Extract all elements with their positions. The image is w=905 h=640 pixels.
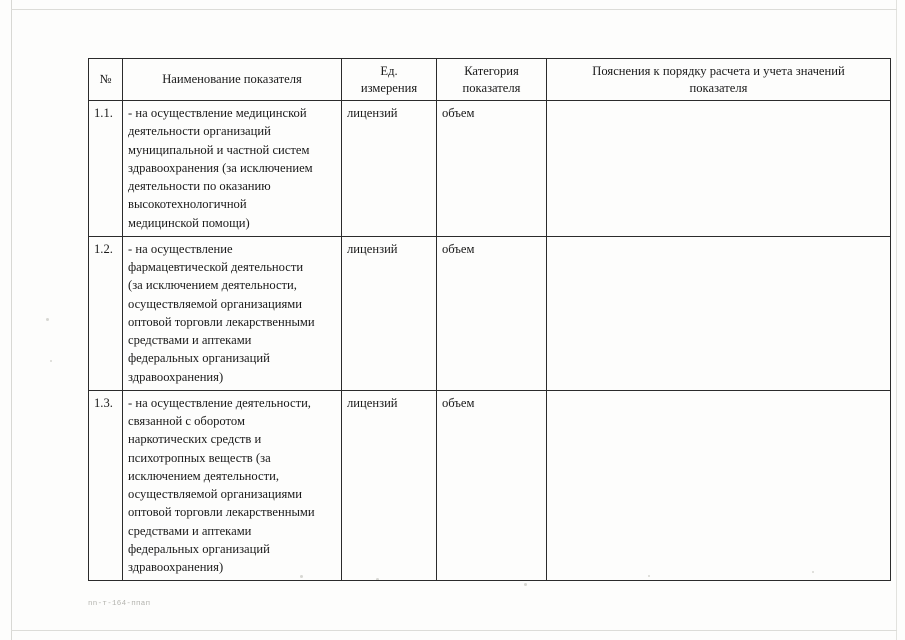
header-unit-line1: Ед. bbox=[380, 64, 398, 78]
row-category: объем bbox=[437, 236, 547, 390]
row-explanation bbox=[547, 101, 891, 237]
table-header-row bbox=[89, 59, 891, 101]
name-line: здравоохранения) bbox=[128, 369, 224, 384]
scan-edge-top bbox=[11, 9, 897, 10]
row-category: объем bbox=[437, 390, 547, 581]
header-category-line1: Категория bbox=[464, 64, 519, 78]
row-explanation bbox=[547, 236, 891, 390]
row-category: объем bbox=[437, 101, 547, 237]
scan-edge-right bbox=[896, 0, 897, 640]
name-line: связанной с оборотом bbox=[128, 414, 245, 429]
header-indicator-name: Наименование показателя bbox=[123, 59, 342, 101]
name-line: оптовой торговли лекарственными bbox=[128, 314, 315, 329]
name-line: - на осуществление bbox=[128, 241, 233, 256]
scan-speck bbox=[50, 360, 52, 362]
name-line: муниципальной и частной систем bbox=[128, 142, 310, 157]
row-number: 1.2. bbox=[89, 236, 123, 390]
name-line: здравоохранения) bbox=[128, 560, 224, 575]
row-indicator-name bbox=[123, 236, 342, 390]
name-line: оптовой торговли лекарственными bbox=[128, 505, 315, 520]
row-indicator-name bbox=[123, 101, 342, 237]
name-line: исключением деятельности, bbox=[128, 468, 280, 483]
name-line: (за исключением деятельности, bbox=[128, 278, 297, 293]
header-explanation-line1: Пояснения к порядку расчета и учета значений bbox=[592, 64, 845, 78]
table-row bbox=[89, 236, 891, 390]
row-explanation bbox=[547, 390, 891, 581]
row-number: 1.3. bbox=[89, 390, 123, 581]
name-line: федеральных организаций bbox=[128, 351, 270, 366]
name-line: - на осуществление деятельности, bbox=[128, 395, 311, 410]
header-category bbox=[437, 59, 547, 101]
name-line: федеральных организаций bbox=[128, 541, 270, 556]
name-line: медицинской помощи) bbox=[128, 215, 250, 230]
footer-scan-mark: nn-т-164-ппап bbox=[88, 600, 151, 608]
scan-speck bbox=[524, 583, 527, 586]
row-unit: лицензий bbox=[342, 390, 437, 581]
name-line: здравоохранения (за исключением bbox=[128, 160, 313, 175]
name-line: деятельности по оказанию bbox=[128, 179, 271, 194]
row-unit: лицензий bbox=[342, 101, 437, 237]
name-line: наркотических средств и bbox=[128, 432, 262, 447]
name-line: фармацевтической деятельности bbox=[128, 260, 304, 275]
name-line: средствами и аптеками bbox=[128, 523, 252, 538]
table-row bbox=[89, 101, 891, 237]
scan-edge-bottom bbox=[11, 630, 897, 631]
scan-speck bbox=[46, 318, 49, 321]
indicators-table bbox=[88, 58, 891, 581]
name-line: осуществляемой организациями bbox=[128, 487, 303, 502]
header-category-line2: показателя bbox=[462, 80, 521, 95]
table-row bbox=[89, 390, 891, 581]
header-explanation bbox=[547, 59, 891, 101]
name-line: деятельности организаций bbox=[128, 124, 271, 139]
header-unit-line2: измерения bbox=[360, 80, 418, 95]
row-unit: лицензий bbox=[342, 236, 437, 390]
name-line: психотропных веществ (за bbox=[128, 450, 271, 465]
row-number: 1.1. bbox=[89, 101, 123, 237]
row-indicator-name bbox=[123, 390, 342, 581]
name-line: - на осуществление медицинской bbox=[128, 106, 307, 121]
scan-edge-left bbox=[11, 0, 12, 640]
header-number: № bbox=[89, 59, 123, 101]
name-line: средствами и аптеками bbox=[128, 333, 252, 348]
header-explanation-line2: показателя bbox=[689, 80, 748, 95]
name-line: высокотехнологичной bbox=[128, 197, 247, 212]
name-line: осуществляемой организациями bbox=[128, 296, 303, 311]
header-unit bbox=[342, 59, 437, 101]
